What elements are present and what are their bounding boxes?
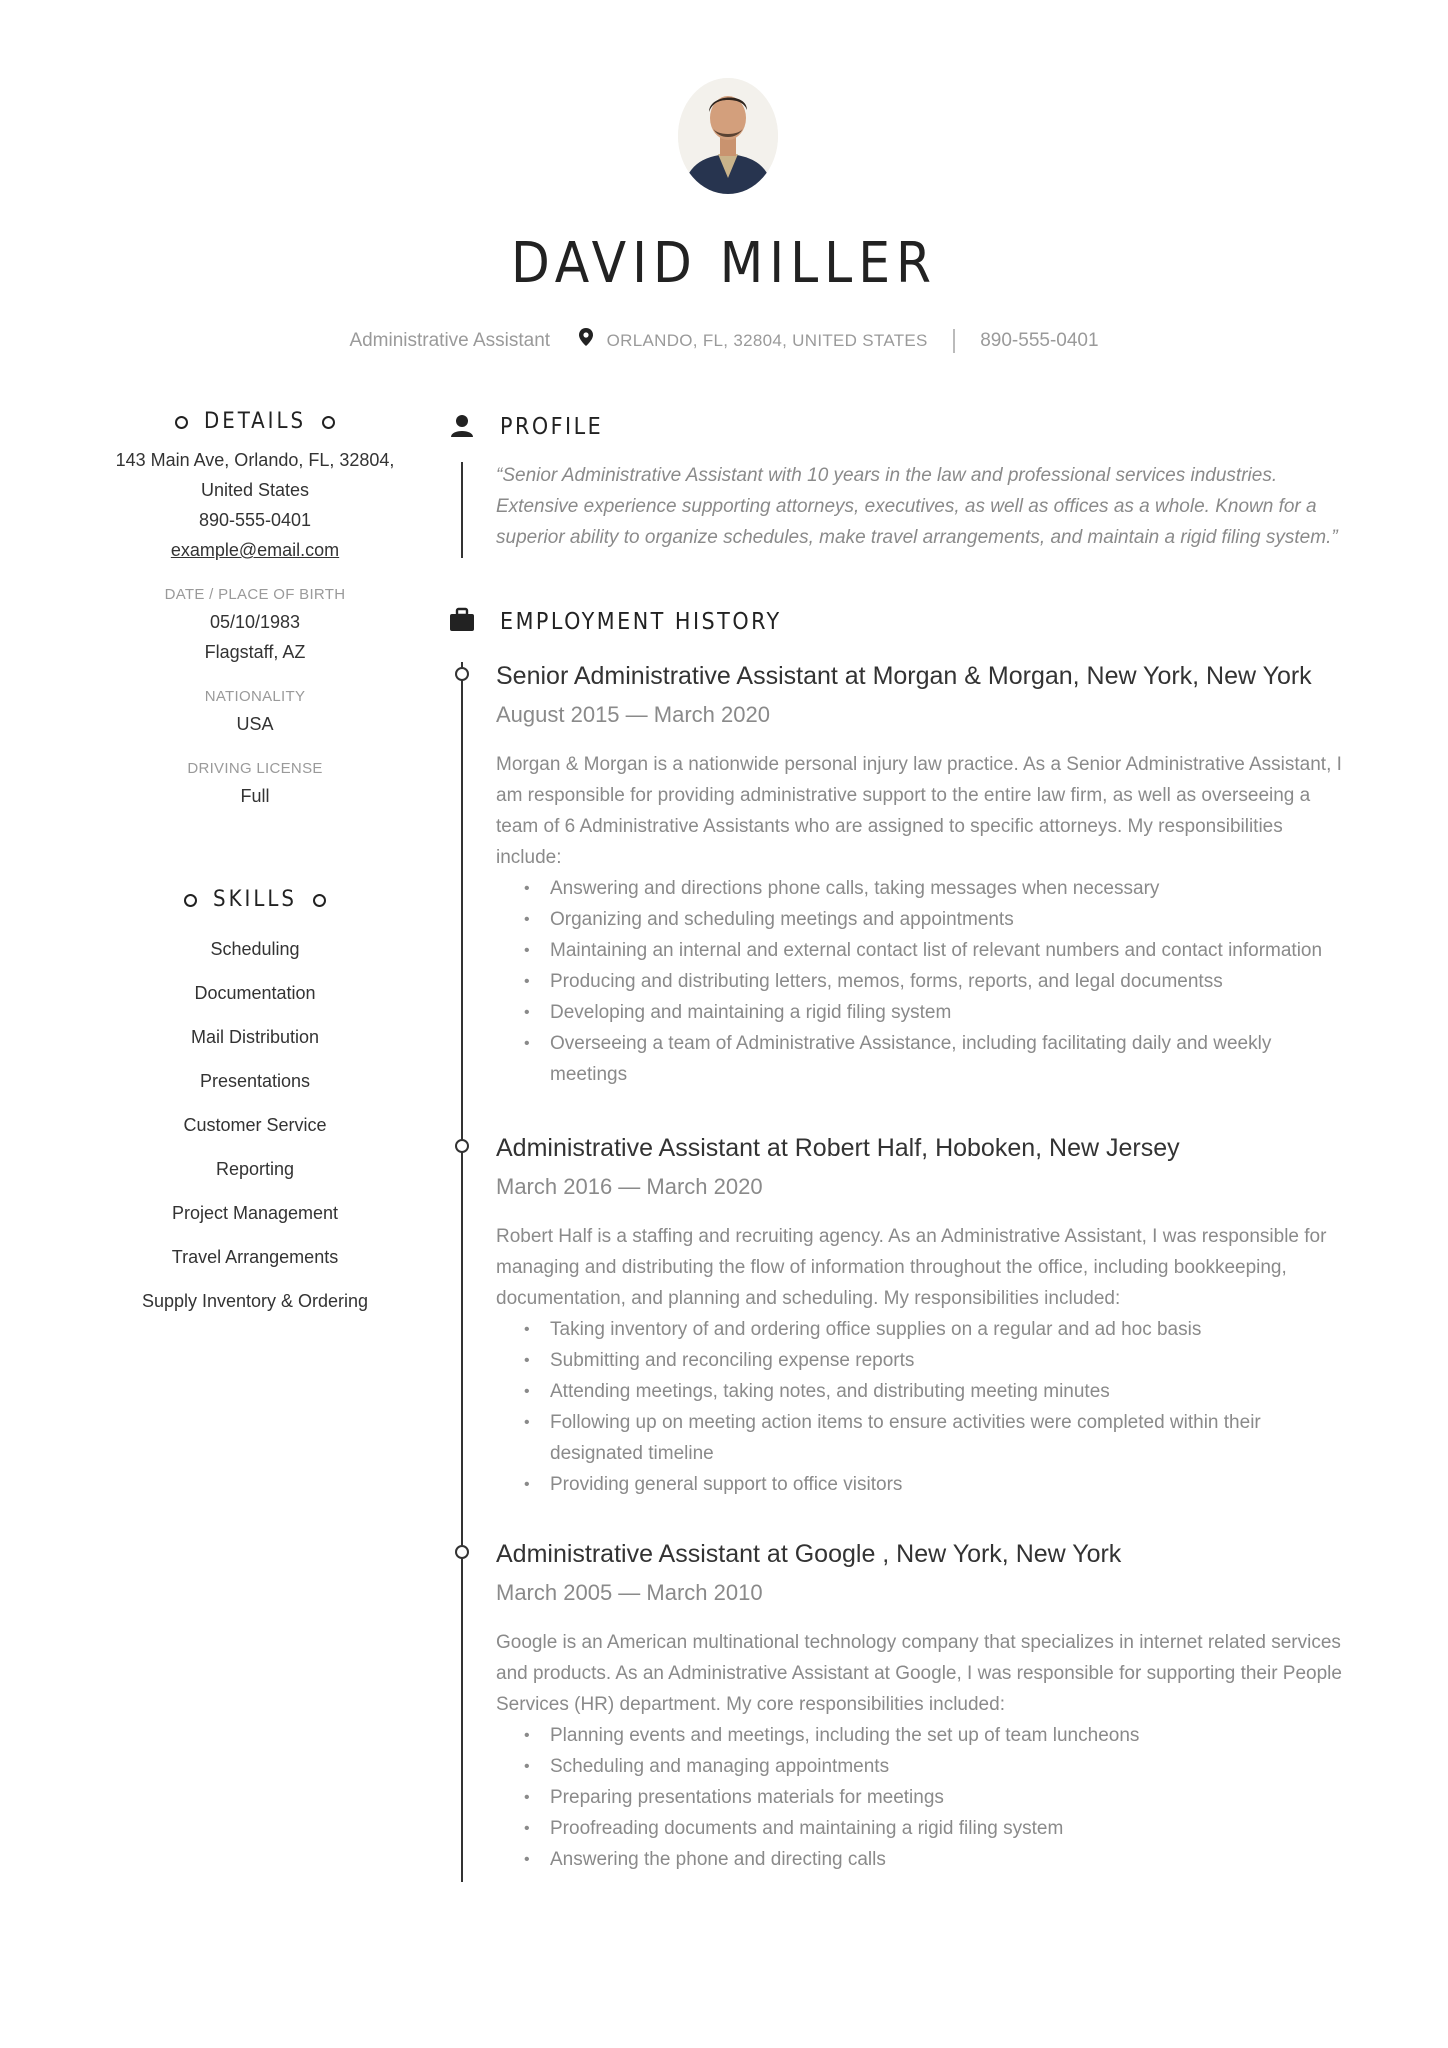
timeline-dot: [455, 1545, 469, 1559]
details-phone: 890-555-0401: [198, 510, 312, 530]
divider: [953, 329, 955, 353]
skill-item: Project Management: [171, 1203, 339, 1223]
skills-heading: SKILLS: [100, 883, 410, 917]
email-link[interactable]: example@email.com: [170, 540, 340, 560]
skill-item: Travel Arrangements: [171, 1247, 339, 1267]
timeline-dot: [455, 667, 469, 681]
license-label: DRIVING LICENSE: [187, 760, 323, 777]
timeline-dot: [455, 1139, 469, 1153]
job-entry: [496, 658, 1346, 1090]
job-description: Google is an American multinational technology company that specializes in internet related services and products. As an Administrative Assistant at Google, I was responsible for supporting their People Services (HR) department. My core responsibilities included:: [496, 1632, 1342, 1715]
list-item: • Following up on meeting action items to ensure activities were completed within their designated timeline: [550, 1407, 1346, 1469]
address-line: 143 Main Ave, Orlando, FL, 32804,: [115, 450, 395, 470]
list-item: • Providing general support to office visitors: [550, 1469, 1346, 1500]
skill-item: Mail Distribution: [190, 1027, 320, 1047]
nationality-value: USA: [236, 714, 274, 734]
address-line: United States: [200, 480, 310, 500]
briefcase-icon: [448, 606, 476, 634]
birth-label: DATE / PLACE OF BIRTH: [164, 586, 346, 603]
responsibility-list: [496, 873, 1346, 1090]
header-phone: 890-555-0401: [980, 330, 1099, 351]
ring-icon: [322, 416, 335, 429]
list-item: • Taking inventory of and ordering office supplies on a regular and ad hoc basis: [550, 1314, 1346, 1345]
skill-item: Customer Service: [183, 1115, 327, 1135]
list-item: • Attending meetings, taking notes, and distributing meeting minutes: [550, 1376, 1346, 1407]
skills-section: [100, 883, 410, 1313]
list-item: • Submitting and reconciling expense reports: [550, 1345, 1346, 1376]
job-heading: Senior Administrative Assistant at Morgan & Morgan, New York, New York: [496, 662, 1312, 690]
list-item: • Answering the phone and directing calls: [550, 1844, 1346, 1875]
job-description: Robert Half is a staffing and recruiting agency. As an Administrative Assistant, I was responsible for managing and distributing the flow of information throughout the office, including bookkeeping, documentation, and planning and scheduling. My responsibilities included:: [496, 1226, 1327, 1309]
job-dates: March 2005 — March 2010: [496, 1580, 763, 1605]
birth-date: 05/10/1983: [209, 612, 301, 632]
profile-heading: PROFILE: [500, 414, 604, 440]
ring-icon: [184, 894, 197, 907]
employment-heading: EMPLOYMENT HISTORY: [500, 609, 782, 635]
birth-place: Flagstaff, AZ: [204, 642, 306, 662]
list-item: • Preparing presentations materials for meetings: [550, 1782, 1346, 1813]
job-description: Morgan & Morgan is a nationwide personal injury law practice. As a Senior Administrative Assistant, I am responsible for providing administrative support to the entire law firm, as well as overseeing a team of 6 Administrative Assistants who are assigned to specific attorneys. My responsibilities include:: [496, 754, 1342, 868]
person-photo-icon: [678, 78, 778, 194]
timeline-line: [461, 662, 463, 1882]
list-item: • Planning events and meetings, including the set up of team luncheons: [550, 1720, 1346, 1751]
job-entry: [496, 1536, 1346, 1875]
person-icon: [448, 412, 476, 440]
list-item: • Answering and directions phone calls, taking messages when necessary: [550, 873, 1346, 904]
avatar: [678, 78, 778, 194]
skill-item: Documentation: [194, 983, 316, 1003]
job-dates: March 2016 — March 2020: [496, 1174, 763, 1199]
profile-line: [461, 462, 463, 558]
list-item: • Organizing and scheduling meetings and appointments: [550, 904, 1346, 935]
job-entry: [496, 1130, 1346, 1500]
list-item: • Maintaining an internal and external contact list of relevant numbers and contact information: [550, 935, 1346, 966]
job-title: Administrative Assistant: [349, 330, 551, 351]
license-value: Full: [240, 786, 270, 806]
left-column: [100, 405, 410, 1313]
job-heading: Administrative Assistant at Robert Half, Hoboken, New Jersey: [496, 1134, 1180, 1162]
skill-item: Presentations: [199, 1071, 311, 1091]
details-heading: DETAILS: [100, 405, 410, 439]
ring-icon: [175, 416, 188, 429]
responsibility-list: [496, 1720, 1346, 1875]
header-subline: [0, 326, 1448, 356]
candidate-name: DAVID MILLER: [510, 231, 938, 296]
list-item: • Producing and distributing letters, memos, forms, reports, and legal documentss: [550, 966, 1346, 997]
location-pin-icon: [579, 328, 593, 346]
responsibility-list: [496, 1314, 1346, 1500]
skill-item: Reporting: [215, 1159, 295, 1179]
profile-summary: “Senior Administrative Assistant with 10 years in the law and professional services industries. Extensive experience supporting attorneys, executives, as well as offices as a whole. Known for a superior ability to organize schedules, make travel arrangements, and maintain a rigid filing system.”: [496, 465, 1338, 548]
list-item: • Overseeing a team of Administrative Assistance, including facilitating daily and weekly meetings: [550, 1028, 1346, 1090]
list-item: • Developing and maintaining a rigid filing system: [550, 997, 1346, 1028]
nationality-label: NATIONALITY: [204, 688, 306, 705]
location-text: ORLANDO, FL, 32804, UNITED STATES: [606, 331, 928, 350]
list-item: • Scheduling and managing appointments: [550, 1751, 1346, 1782]
list-item: • Proofreading documents and maintaining a rigid filing system: [550, 1813, 1346, 1844]
ring-icon: [313, 894, 326, 907]
skill-item: Scheduling: [210, 939, 300, 959]
job-heading: Administrative Assistant at Google , New York, New York: [496, 1540, 1122, 1568]
skill-item: Supply Inventory & Ordering: [141, 1291, 369, 1311]
job-dates: August 2015 — March 2020: [496, 702, 770, 727]
